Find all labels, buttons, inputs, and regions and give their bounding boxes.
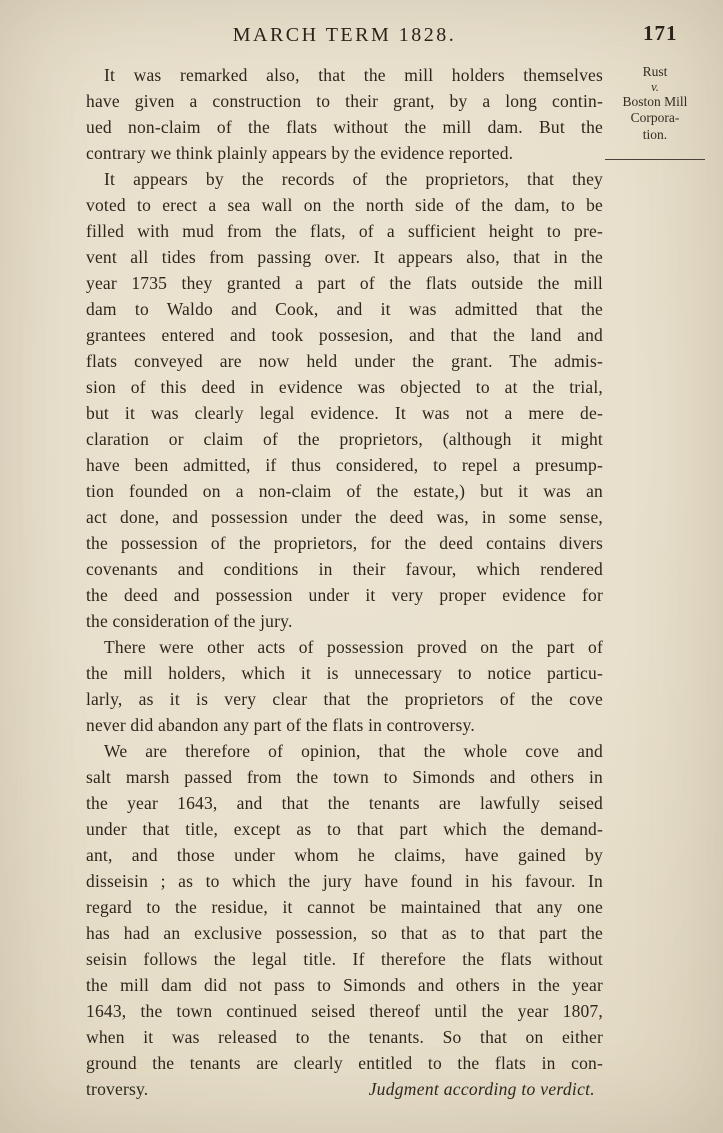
paragraph (86, 738, 603, 1076)
margin-note-line: v. (651, 79, 659, 94)
text-line: has had an exclusive possession, so that as to that part the (86, 923, 603, 943)
text-line: act done, and possession under the deed was, in some sense, (86, 507, 603, 527)
final-line (86, 1076, 603, 1102)
text-line: It appears by the records of the proprietors, that they (104, 169, 603, 189)
text-line: have given a construction to their grant, by a long contin- (86, 91, 603, 111)
text-line: salt marsh passed from the town to Simonds and others in (86, 767, 603, 787)
text-line: flats conveyed are now held under the grant. The admis- (86, 351, 603, 371)
term-title: MARCH TERM 1828. (232, 24, 457, 46)
text-line: the possession of the proprietors, for the deed contains divers (86, 533, 603, 553)
text-line: dam to Waldo and Cook, and it was admitted that the (86, 299, 603, 319)
margin-note-rule (605, 159, 705, 160)
text-line: larly, as it is very clear that the proprietors of the cove (86, 689, 603, 709)
text-line: the deed and possession under it very proper evidence for (86, 585, 603, 605)
page-number: 171 (643, 21, 678, 45)
text-line: contrary we think plainly appears by the evidence reported. (86, 143, 514, 163)
margin-case-note (605, 64, 705, 143)
text-line: tion founded on a non-claim of the estate,) but it was an (86, 481, 603, 501)
text-line: the consideration of the jury. (86, 611, 293, 631)
text-line: the mill dam did not pass to Simonds and others in the year (86, 975, 603, 995)
text-line: There were other acts of possession proved on the part of (104, 637, 603, 657)
opinion-text (86, 62, 603, 1102)
text-line: year 1735 they granted a part of the flats outside the mill (86, 273, 603, 293)
text-line: grantees entered and took possesion, and that the land and (86, 325, 603, 345)
text-line: when it was released to the tenants. So that on either (86, 1027, 603, 1047)
paragraph (86, 62, 603, 166)
text-line: have been admitted, if thus considered, to repel a presump- (86, 455, 603, 475)
running-header (86, 24, 603, 47)
text-line: the mill holders, which it is unnecessary to notice particu- (86, 663, 603, 683)
text-line: filled with mud from the flats, of a sufficient height to pre- (86, 221, 603, 241)
text-line: It was remarked also, that the mill holders themselves (104, 65, 603, 85)
paragraph (86, 634, 603, 738)
text-line: We are therefore of opinion, that the whole cove and (104, 741, 603, 761)
text-line: seisin follows the legal title. If therefore the flats without (86, 949, 603, 969)
margin-note-line: tion. (642, 126, 668, 142)
text-line: the year 1643, and that the tenants are lawfully seised (86, 793, 603, 813)
margin-note-rule-wrap (605, 152, 705, 160)
margin-note-line: Rust (642, 64, 668, 79)
text-line: claration or claim of the proprietors, (although it might (86, 429, 603, 449)
text-line: covenants and conditions in their favour, which rendered (86, 559, 603, 579)
text-line: regard to the residue, it cannot be maintained that any one (86, 897, 603, 917)
text-line: disseisin ; as to which the jury have found in his favour. In (86, 871, 603, 891)
text-line: ued non-claim of the flats without the mill dam. But the (86, 117, 603, 137)
paragraph-end-text: troversy. (86, 1079, 149, 1099)
text-line: ground the tenants are clearly entitled to the flats in con- (86, 1053, 603, 1073)
text-line: vent all tides from passing over. It appears also, that in the (86, 247, 603, 267)
margin-note-line: Corpora- (630, 110, 680, 125)
paragraph (86, 166, 603, 634)
margin-note-line: Boston Mill (622, 93, 688, 109)
text-line: 1643, the town continued seised thereof until the year 1807, (86, 1001, 603, 1021)
text-line: ant, and those under whom he claims, have gained by (86, 845, 603, 865)
text-line: never did abandon any part of the flats in controversy. (86, 715, 475, 735)
text-line: sion of this deed in evidence was objected to at the trial, (86, 377, 603, 397)
text-line: voted to erect a sea wall on the north side of the dam, to be (86, 195, 603, 215)
text-line: under that title, except as to that part which the demand- (86, 819, 603, 839)
judgment-line: Judgment according to verdict. (368, 1079, 595, 1099)
text-line: but it was clearly legal evidence. It was not a mere de- (86, 403, 603, 423)
